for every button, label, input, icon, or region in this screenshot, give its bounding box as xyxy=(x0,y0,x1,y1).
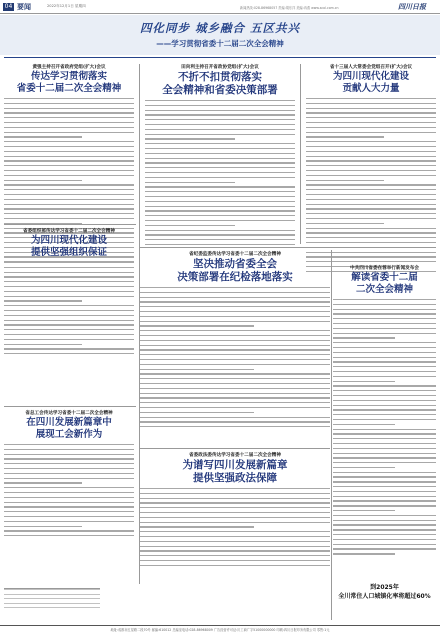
text-line xyxy=(145,225,235,226)
section-rule xyxy=(4,224,136,225)
text-line xyxy=(145,119,295,120)
text-line xyxy=(4,530,134,531)
article-body xyxy=(306,98,436,272)
text-line xyxy=(4,213,134,214)
text-line xyxy=(4,170,134,171)
text-line xyxy=(140,507,330,508)
article-headline-line: 展现工会新作为 xyxy=(35,429,103,440)
text-line xyxy=(140,378,330,379)
section-rule xyxy=(140,448,330,449)
text-line xyxy=(333,438,436,439)
section-rule xyxy=(140,247,436,248)
article-trade-union xyxy=(4,410,134,540)
text-line xyxy=(333,357,436,358)
text-line xyxy=(4,199,134,200)
text-line xyxy=(306,232,436,233)
text-line xyxy=(306,204,436,205)
text-line xyxy=(145,239,295,240)
text-line xyxy=(4,320,134,321)
text-line xyxy=(333,400,436,401)
text-line xyxy=(140,345,330,346)
article-kicker: 省十三届人大常委会党组召开(扩大)会议 xyxy=(329,65,413,70)
text-line xyxy=(140,306,330,307)
text-line xyxy=(306,98,436,99)
text-line xyxy=(333,409,436,410)
text-line xyxy=(333,419,436,420)
text-line xyxy=(145,162,295,163)
text-line xyxy=(4,344,82,345)
text-line xyxy=(333,361,436,362)
text-line xyxy=(4,272,134,273)
text-line xyxy=(306,218,436,219)
text-line xyxy=(333,476,436,477)
text-line xyxy=(333,462,436,463)
text-line xyxy=(4,122,134,123)
text-line xyxy=(306,141,436,142)
text-line xyxy=(4,444,134,445)
text-line xyxy=(4,589,100,590)
text-line xyxy=(4,353,134,354)
stat-box xyxy=(333,582,436,600)
contact-line: 新闻热线:028-86968057 责编:胡东洋 美编:冉燕 www.scol.com.cn xyxy=(240,6,339,10)
text-line xyxy=(145,215,295,216)
text-line xyxy=(4,305,134,306)
text-line xyxy=(4,112,134,113)
text-line xyxy=(306,208,436,209)
article-body xyxy=(4,444,134,536)
text-line xyxy=(4,478,134,479)
text-line xyxy=(4,141,134,142)
text-line xyxy=(333,515,436,516)
text-line xyxy=(306,180,384,181)
text-line xyxy=(306,122,436,123)
text-line xyxy=(4,603,100,604)
text-line xyxy=(4,136,82,137)
text-line xyxy=(4,156,134,157)
text-line xyxy=(145,138,235,139)
column-rule xyxy=(331,250,332,620)
credits-box xyxy=(4,588,100,622)
text-line xyxy=(333,342,436,343)
text-line xyxy=(145,105,295,106)
section-rule xyxy=(4,406,136,407)
text-line xyxy=(333,505,436,506)
text-line xyxy=(145,201,295,202)
text-line xyxy=(306,151,436,152)
text-line xyxy=(333,500,436,501)
footer-info: 地址:成都市红星路二段70号 邮编:610012 总编室电话:028-86968009 广告经营许可证:川工商广字51000000000 印刷:四川日报印务有限公司 零售:1元 xyxy=(0,625,440,636)
article-discipline-commission xyxy=(140,251,330,431)
page-number: 04 xyxy=(4,3,13,10)
text-line xyxy=(306,132,436,133)
text-line xyxy=(140,321,330,322)
text-line xyxy=(306,117,436,118)
text-line xyxy=(140,292,330,293)
text-line xyxy=(4,151,134,152)
article-headline-line: 在四川发展新篇章中 xyxy=(26,417,112,428)
text-line xyxy=(333,472,436,473)
text-line xyxy=(145,134,295,135)
text-line xyxy=(4,276,134,277)
divider xyxy=(4,57,436,58)
text-line xyxy=(306,194,436,195)
stat-kicker: 到2025年 xyxy=(370,584,399,591)
text-line xyxy=(140,335,330,336)
text-line xyxy=(306,108,436,109)
article-body xyxy=(140,488,330,566)
text-line xyxy=(4,348,134,349)
article-headline-line: 全会精神和省委决策部署 xyxy=(162,84,278,96)
text-line xyxy=(4,127,134,128)
text-line xyxy=(4,526,82,527)
article-kicker: 省委组织部传达学习省委十二届二次全会精神 xyxy=(23,229,115,234)
text-line xyxy=(333,323,436,324)
text-line xyxy=(140,359,330,360)
article-headline-line: 为四川现代化建设 xyxy=(332,71,409,82)
text-line xyxy=(140,369,254,370)
text-line xyxy=(145,124,295,125)
text-line xyxy=(333,376,436,377)
text-line xyxy=(4,454,134,455)
text-line xyxy=(306,242,436,243)
text-line xyxy=(140,526,254,527)
text-line xyxy=(145,148,295,149)
article-headline-line: 提供坚强组织保证 xyxy=(30,247,107,258)
text-line xyxy=(4,463,134,464)
article-headline-line: 决策部署在纪检落地落实 xyxy=(177,271,293,283)
text-line xyxy=(145,153,295,154)
article-body xyxy=(333,299,436,555)
text-line xyxy=(4,267,134,268)
article-kicker: 省总工会传达学习省委十二届二次全会精神 xyxy=(25,411,113,416)
text-line xyxy=(4,607,100,608)
text-line xyxy=(333,524,436,525)
text-line xyxy=(306,136,384,137)
text-line xyxy=(145,220,295,221)
text-line xyxy=(140,287,330,288)
text-line xyxy=(4,204,134,205)
text-line xyxy=(4,468,134,469)
text-line xyxy=(306,175,436,176)
text-line xyxy=(140,373,330,374)
text-line xyxy=(140,349,330,350)
text-line xyxy=(306,103,436,104)
text-line xyxy=(333,429,436,430)
text-line xyxy=(4,132,134,133)
text-line xyxy=(140,512,330,513)
text-line xyxy=(333,405,436,406)
text-line xyxy=(333,328,436,329)
column-rule xyxy=(139,64,140,584)
text-line xyxy=(140,541,330,542)
text-line xyxy=(333,443,436,444)
text-line xyxy=(140,297,330,298)
text-line xyxy=(4,315,134,316)
text-line xyxy=(4,184,134,185)
text-line xyxy=(306,189,436,190)
text-line xyxy=(333,395,436,396)
article-press-conference xyxy=(333,265,436,558)
text-line xyxy=(4,334,134,335)
text-line xyxy=(140,560,330,561)
text-line xyxy=(333,467,395,468)
text-line xyxy=(4,296,134,297)
text-line xyxy=(333,529,436,530)
text-line xyxy=(140,383,330,384)
text-line xyxy=(306,170,436,171)
text-line xyxy=(4,165,134,166)
text-line xyxy=(140,388,330,389)
text-line xyxy=(333,539,436,540)
article-headline-line: 为谱写四川发展新篇章 xyxy=(182,459,288,471)
text-line xyxy=(4,146,134,147)
text-line xyxy=(145,210,295,211)
text-line xyxy=(4,286,134,287)
text-line xyxy=(4,175,134,176)
text-line xyxy=(140,565,330,566)
text-line xyxy=(140,493,330,494)
text-line xyxy=(4,511,134,512)
article-body xyxy=(145,100,295,245)
masthead xyxy=(0,0,440,14)
article-kicker: 中共四川省委在蓉举行新闻发布会 xyxy=(350,266,419,271)
text-line xyxy=(4,180,82,181)
text-line xyxy=(140,402,330,403)
banner-title: 四化同步 城乡融合 五区共兴 xyxy=(139,21,300,35)
text-line xyxy=(140,488,330,489)
text-line xyxy=(4,310,134,311)
text-line xyxy=(140,364,330,365)
text-line xyxy=(4,339,134,340)
text-line xyxy=(333,433,436,434)
text-line xyxy=(4,487,134,488)
section-name: 要闻 xyxy=(17,3,31,11)
text-line xyxy=(4,189,134,190)
text-line xyxy=(4,218,134,219)
text-line xyxy=(333,337,395,338)
text-line xyxy=(145,167,295,168)
text-line xyxy=(145,230,295,231)
article-headline-line: 传达学习贯彻落实 xyxy=(30,71,107,82)
text-line xyxy=(4,194,134,195)
text-line xyxy=(333,491,436,492)
text-line xyxy=(145,100,295,101)
text-line xyxy=(333,448,436,449)
text-line xyxy=(145,158,295,159)
text-line xyxy=(306,228,436,229)
text-line xyxy=(4,482,82,483)
text-line xyxy=(306,112,436,113)
article-headline-line: 贡献人大力量 xyxy=(342,83,400,94)
text-line xyxy=(4,473,134,474)
text-line xyxy=(140,325,254,326)
text-line xyxy=(333,385,436,386)
text-line xyxy=(306,213,436,214)
text-line xyxy=(333,424,395,425)
text-line xyxy=(140,354,330,355)
text-line xyxy=(140,555,330,556)
article-cppcc-meeting xyxy=(145,64,295,249)
text-line xyxy=(140,301,330,302)
column-rule xyxy=(300,64,301,244)
text-line xyxy=(145,206,295,207)
article-political-legal xyxy=(140,452,330,570)
article-kicker: 省委政法委传达学习省委十二届二次全会精神 xyxy=(189,453,281,458)
text-line xyxy=(333,544,436,545)
text-line xyxy=(145,110,295,111)
text-line xyxy=(145,234,295,235)
text-line xyxy=(333,486,436,487)
text-line xyxy=(4,521,134,522)
article-headline-line: 二次全会精神 xyxy=(355,284,413,295)
text-line xyxy=(4,108,134,109)
text-line xyxy=(140,311,330,312)
text-line xyxy=(4,502,134,503)
text-line xyxy=(140,531,330,532)
text-line xyxy=(4,329,134,330)
text-line xyxy=(145,172,295,173)
article-body xyxy=(4,262,134,354)
text-line xyxy=(145,182,235,183)
text-line xyxy=(4,291,134,292)
text-line xyxy=(140,550,330,551)
text-line xyxy=(140,522,330,523)
text-line xyxy=(333,414,436,415)
article-headline-line: 解读省委十二届 xyxy=(351,272,418,283)
text-line xyxy=(306,165,436,166)
article-body xyxy=(140,287,330,427)
text-line xyxy=(4,208,134,209)
text-line xyxy=(4,103,134,104)
text-line xyxy=(306,146,436,147)
text-line xyxy=(140,536,330,537)
article-headline-line: 省委十二届二次全会精神 xyxy=(16,83,122,94)
text-line xyxy=(333,299,436,300)
text-line xyxy=(4,262,134,263)
article-kicker: 黄强主持召开省政府党组(扩大)会议 xyxy=(32,65,106,70)
text-line xyxy=(4,594,100,595)
text-line xyxy=(333,520,436,521)
text-line xyxy=(333,309,436,310)
text-line xyxy=(4,449,134,450)
text-line xyxy=(140,426,330,427)
text-line xyxy=(140,393,330,394)
article-headline-line: 为四川现代化建设 xyxy=(30,235,107,246)
text-line xyxy=(140,417,330,418)
text-line xyxy=(333,548,436,549)
text-line xyxy=(4,281,134,282)
text-line xyxy=(145,129,295,130)
text-line xyxy=(306,199,436,200)
text-line xyxy=(4,492,134,493)
banner-subtitle: ——学习贯彻省委十二届二次全会精神 xyxy=(156,39,284,48)
text-line xyxy=(333,390,436,391)
text-line xyxy=(145,196,295,197)
text-line xyxy=(306,127,436,128)
text-line xyxy=(333,304,436,305)
text-line xyxy=(140,546,330,547)
text-line xyxy=(333,510,395,511)
text-line xyxy=(333,318,436,319)
stat-headline: 全川常住人口城镇化率将超过60% xyxy=(338,593,431,600)
text-line xyxy=(140,397,330,398)
text-line xyxy=(306,223,384,224)
text-line xyxy=(4,535,134,536)
text-line xyxy=(4,516,134,517)
text-line xyxy=(4,300,82,301)
text-line xyxy=(306,160,436,161)
article-headline-line: 坚决推动省委全会 xyxy=(193,258,277,270)
article-npc-meeting xyxy=(306,64,436,275)
text-line xyxy=(4,160,134,161)
issue-date: 2022年12月1日 星期四 xyxy=(47,4,86,8)
text-line xyxy=(4,497,134,498)
newspaper-name: 四川日报 xyxy=(398,2,426,11)
text-line xyxy=(333,457,436,458)
article-kicker: 省纪委监委传达学习省委十二届二次全会精神 xyxy=(189,252,281,257)
text-line xyxy=(140,412,254,413)
text-line xyxy=(333,371,436,372)
article-organization-dept xyxy=(4,228,134,358)
text-line xyxy=(4,506,134,507)
text-line xyxy=(333,347,436,348)
text-line xyxy=(4,324,134,325)
text-line xyxy=(306,156,436,157)
text-line xyxy=(333,453,436,454)
text-line xyxy=(145,114,295,115)
text-line xyxy=(140,498,330,499)
text-line xyxy=(306,184,436,185)
text-line xyxy=(333,553,395,554)
text-line xyxy=(140,340,330,341)
text-line xyxy=(140,502,330,503)
article-headline-line: 提供坚强政法保障 xyxy=(193,472,277,484)
text-line xyxy=(4,458,134,459)
text-line xyxy=(4,598,100,599)
text-line xyxy=(306,237,436,238)
text-line xyxy=(140,330,330,331)
text-line xyxy=(333,381,395,382)
article-kicker: 田向利主持召开省政协党组(扩大)会议 xyxy=(181,65,259,70)
text-line xyxy=(333,366,436,367)
text-line xyxy=(4,117,134,118)
text-line xyxy=(333,481,436,482)
text-line xyxy=(333,352,436,353)
text-line xyxy=(333,496,436,497)
text-line xyxy=(140,517,330,518)
text-line xyxy=(140,316,330,317)
text-line xyxy=(145,177,295,178)
text-line xyxy=(145,244,295,245)
text-line xyxy=(333,313,436,314)
text-line xyxy=(333,534,436,535)
text-line xyxy=(145,186,295,187)
text-line xyxy=(145,143,295,144)
text-line xyxy=(140,421,330,422)
text-line xyxy=(140,407,330,408)
text-line xyxy=(4,98,134,99)
text-line xyxy=(333,333,436,334)
article-headline-line: 不折不扣贯彻落实 xyxy=(178,71,262,83)
text-line xyxy=(145,191,295,192)
